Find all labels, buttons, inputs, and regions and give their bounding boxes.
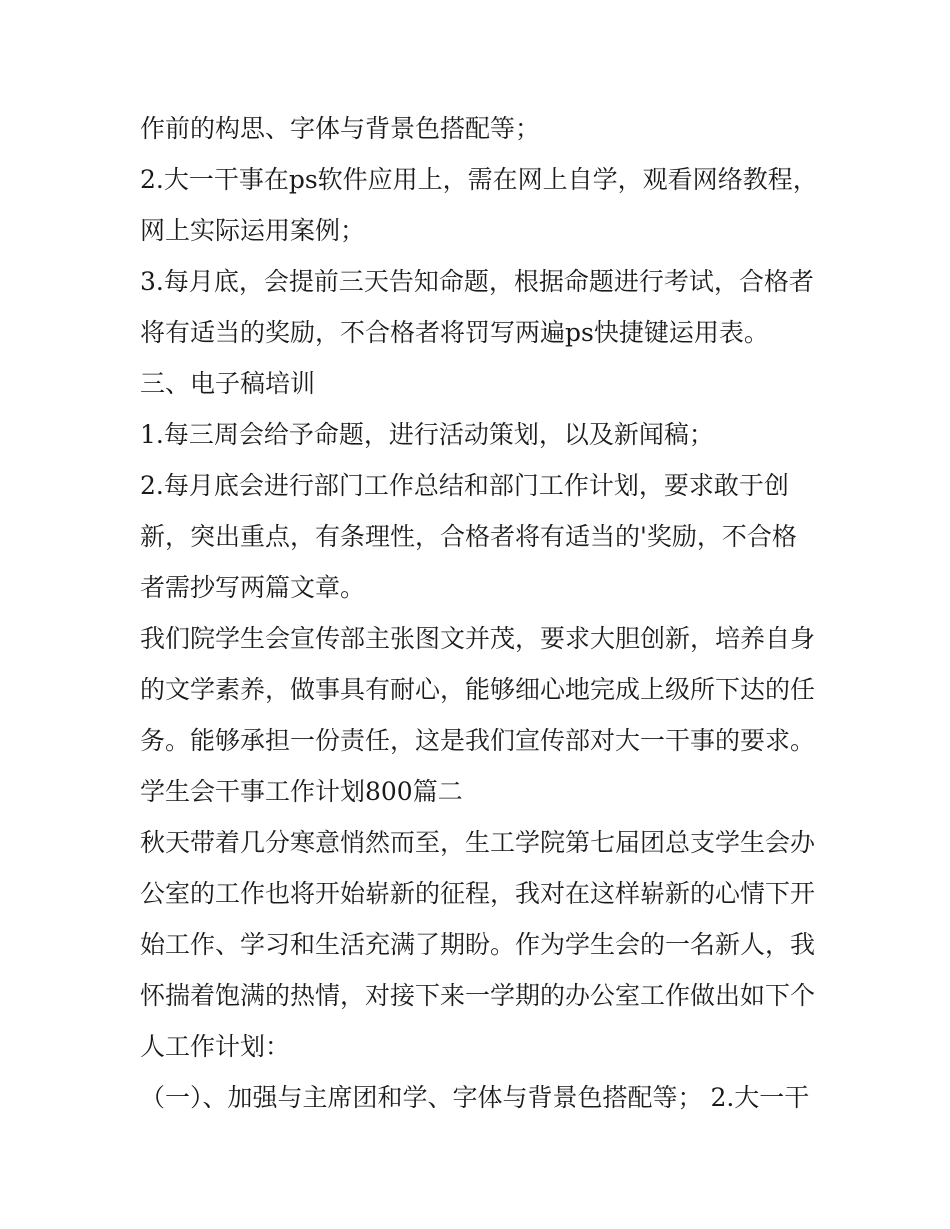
text-line: （一）、加强与主席团和学、字体与背景色搭配等； 2.大一干 bbox=[140, 1083, 810, 1112]
text-line: 始工作、学习和生活充满了期盼。作为学生会的一名新人，我 bbox=[140, 930, 816, 959]
text-line: 网上实际运用案例； bbox=[140, 216, 366, 245]
text-line: 者需抄写两篇文章。 bbox=[140, 573, 366, 602]
text-line: 2.大一干事在ps软件应用上，需在网上自学，观看网络教程， bbox=[140, 165, 818, 194]
text-line: 人工作计划： bbox=[140, 1032, 291, 1061]
text-line: 务。能够承担一份责任，这是我们宣传部对大一干事的要求。 bbox=[140, 726, 816, 755]
text-line: 秋天带着几分寒意悄然而至，生工学院第七届团总支学生会办 bbox=[140, 828, 816, 857]
text-line: 我们院学生会宣传部主张图文并茂，要求大胆创新，培养自身 bbox=[140, 624, 816, 653]
text-line: 3.每月底，会提前三天告知命题，根据命题进行考试，合格者 bbox=[140, 267, 814, 296]
document-body bbox=[140, 103, 820, 1123]
text-line: 怀揣着饱满的热情，对接下来一学期的办公室工作做出如下个 bbox=[140, 981, 816, 1010]
article-title: 学生会干事工作计划800篇二 bbox=[140, 777, 463, 806]
text-line: 2.每月底会进行部门工作总结和部门工作计划，要求敢于创 bbox=[140, 471, 789, 500]
section-heading: 三、电子稿培训 bbox=[140, 369, 316, 398]
text-line: 将有适当的奖励，不合格者将罚写两遍ps快捷键运用表。 bbox=[140, 318, 769, 347]
text-line: 作前的构思、字体与背景色搭配等； bbox=[140, 114, 541, 143]
text-line: 1.每三周会给予命题，进行活动策划，以及新闻稿； bbox=[140, 420, 714, 449]
text-line: 的文学素养，做事具有耐心，能够细心地完成上级所下达的任 bbox=[140, 675, 816, 704]
text-line: 公室的工作也将开始崭新的征程，我对在这样崭新的心情下开 bbox=[140, 879, 816, 908]
text-line: 新，突出重点，有条理性，合格者将有适当的'奖励，不合格 bbox=[140, 522, 797, 551]
